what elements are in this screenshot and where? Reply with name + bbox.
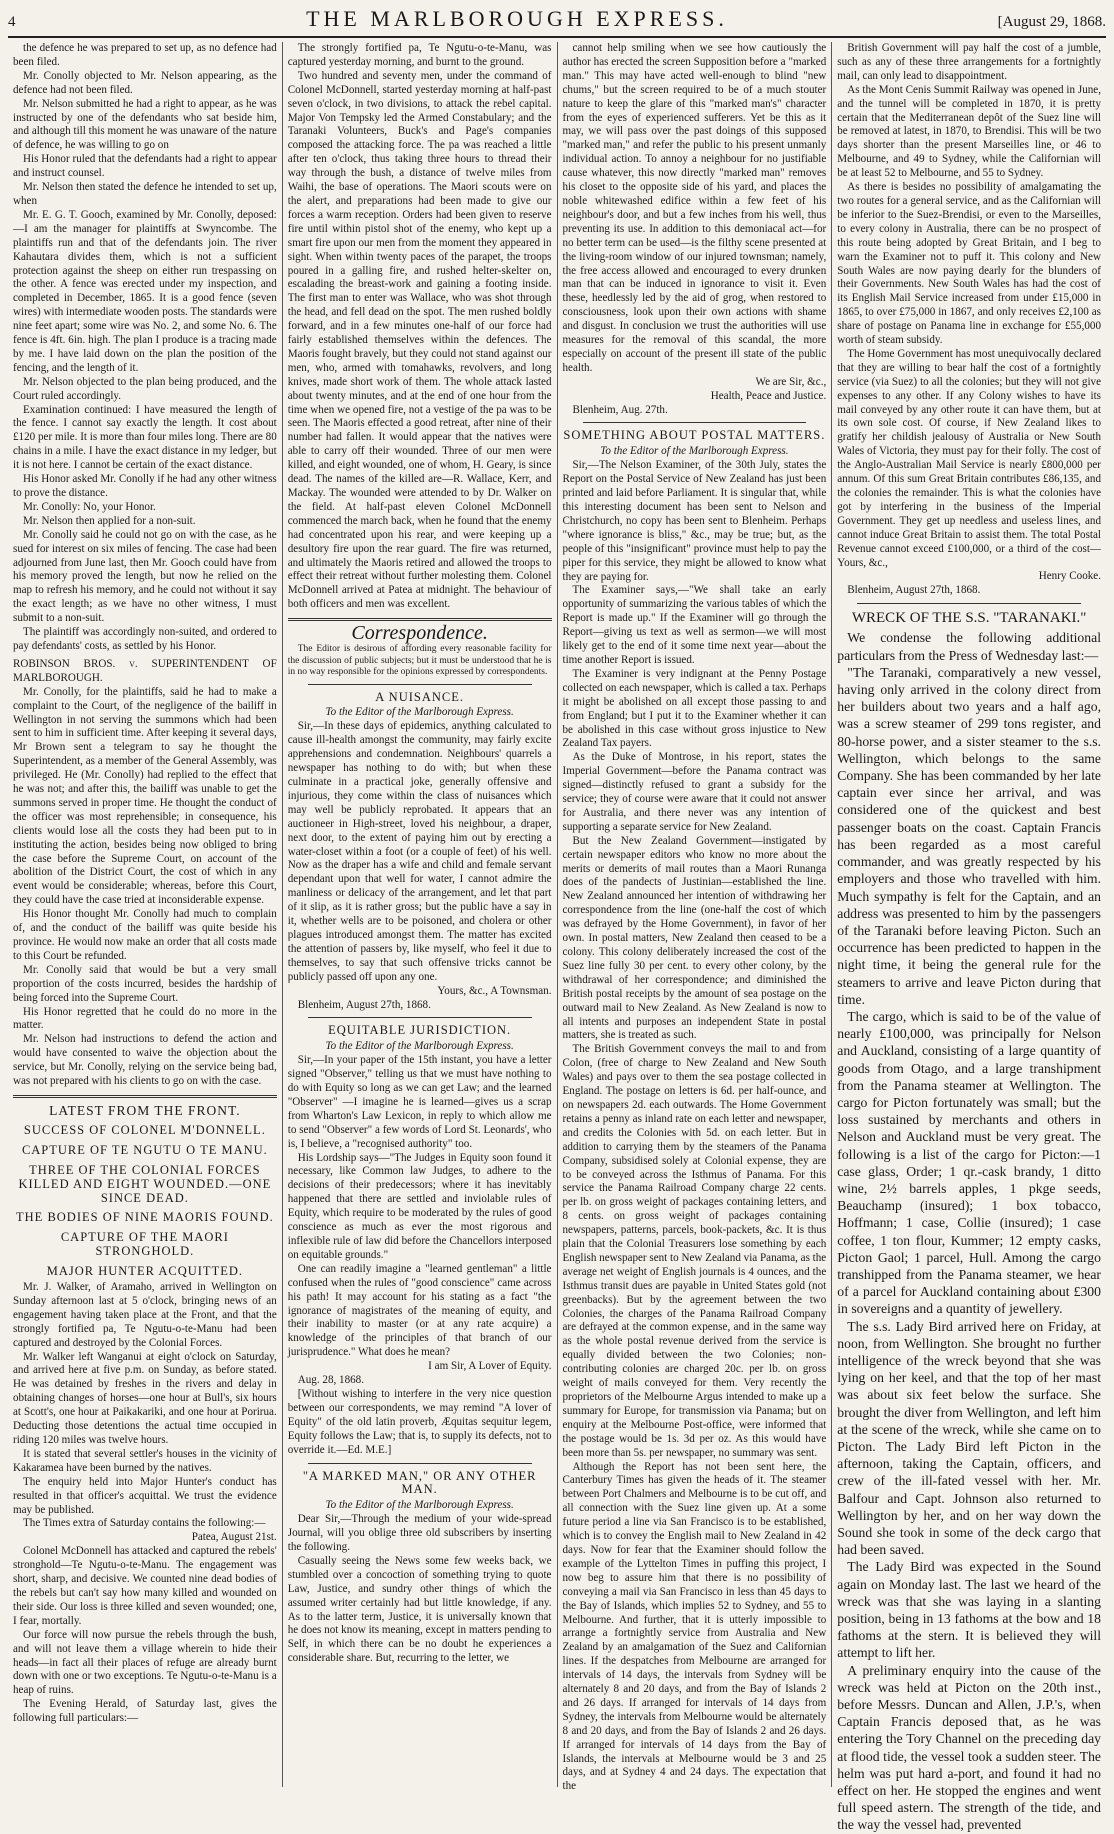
- wreck-article: [837, 610, 1101, 1833]
- divider: [288, 618, 552, 621]
- divider: [583, 422, 807, 423]
- paragraph: Mr. Nelson then stated the defence he intended to set up, when: [13, 181, 277, 207]
- paragraph: Our force will now pursue the rebels through the bush, and will not leave them a village wherein to hide their heads—in fact all their places of refuge are already burnt down with one or two exceptions. Te Ngutu-o-te-Manu is a heap of ruins.: [13, 1628, 277, 1697]
- paragraph: the defence he was prepared to set up, as no defence had been filed.: [13, 42, 277, 68]
- letter-addressee: To the Editor of the Marlborough Express.: [325, 1499, 514, 1512]
- column-2: [283, 42, 558, 1787]
- letter-date: Blenheim, Aug. 27th.: [572, 403, 668, 416]
- paragraph: Mr. E. G. T. Gooch, examined by Mr. Conolly, deposed:—I am the manager for plaintiffs at Swyncombe. The plaintiffs run and that of the defendants join. The river Kahautara divides them, which is not a sufficient protection against the sheep on either run trespassing on the other. A fence was erected under my inspection, and completed in December, 1865. It is a good fence (seven wires) with intermediate wooden posts. The standards were nine feet apart; some wire was No. 2, and some No. 6. The fence is 4ft. 6in. high. The plan I produce is a tracing made by me. I have laid down on the plan the position of the fencing, and the length of it.: [13, 208, 277, 374]
- letter-signature: We are Sir, &c.,: [755, 375, 827, 388]
- paragraph: But the New Zealand Government—instigated by certain newspaper editors who know no more about the merits or demerits of mail routes than a Maori Runanga does of the pandects of Justinian—established the line. New Zealand announced her intention of withdrawing her correspondence from the line (one-half the cost of which was defrayed by the Home Government), in favor of her own. In postal matters, New Zealand then ceased to be a colony. This colony deliberately increased the cost of the Suez line fully 30 per cent. to every other colony, by the withdrawal of her correspondence; and diminished the British postal receipts by the amount of sea postage on the outward mail to New Zealand. As New Zealand is now to all intents and purposes an independent State in postal matters, she is treated as such.: [562, 834, 827, 1042]
- paragraph: One can readily imagine a "learned gentleman" a little confused when the rules of "good conscience" came across his path! It may account for his stating as a fact "the ignorance of magistrates of the meaning of equity, and their inability to master (or at any rate acquire) a knowledge of the principles of that branch of our jurisprudence." What does he mean?: [287, 1262, 552, 1359]
- page-number: 4: [8, 14, 16, 30]
- front-subheadline: THREE OF THE COLONIAL FORCES KILLED AND EIGHT WOUNDED.—ONE SINCE DEAD.: [18, 1162, 272, 1205]
- paragraph: The Examiner says,—"We shall take an early opportunity of summarizing the various tables of which the Report is made up." If the Examiner will go through the Report—giving us text as well as sermon—we will most likely get to the end of it some time next year—about the time another Report is issued.: [562, 584, 827, 666]
- paragraph: Two hundred and seventy men, under the command of Colonel McDonnell, started yesterday morning at half-past seven o'clock, in two divisions, to attack the rebel capital. Major Von Tempsky led the Armed Constabulary; and the Taranaki Volunteers, Buck's and Page's companies composed the attacking force. The pa was reached a little after ten o'clock, thus taking three hours to thread their way through the bush, a distance of twelve miles from Waihi, the base of operations. The Maori scouts were on the alert, and preparations had been made to give our forces a warm reception. Orders had been given to reserve fire until within pistol shot of the enemy, who kept up a smart fire upon our men from the moment they appeared in sight. When within twenty paces of the parapet, the troops poured in a galling fire, and rushed helter-skelter on, escalading the breast-work and gaining a footing inside. The first man to enter was Wallace, who was shot through the head, and fell dead on the spot. The men rushed boldly forward, and in a few minutes one-half of our force had fairly established themselves within the defences. The Maoris fought bravely, but they could not stand against our men, who, armed with tomahawks, revolvers, and long knives, made short work of them. The whole attack lasted about twenty minutes, and at the end of one hour from the time when we opened fire, not a vestige of the pa was to be seen. The Maoris effected a good retreat, after nine of their number had fallen. It would appear that the natives were able to carry off their wounded. Three of our men were killed, and eight wounded, one of whom, H. Geary, is since dead. The names of the killed are—R. Wallace, Kerr, and Mackay. The wounded were attended to by Dr. Walker on the field. At half-past eleven Colonel McDonnell commenced the march back, when he found that the enemy had concentrated upon his rear, and were keeping up a desultory fire upon the rear guard. The fire was returned, and ultimately the Maoris retired and allowed the troops to effect their retreat without further molesting them. Colonel McDonnell arrived at Patea at midnight. The behaviour of both officers and men was excellent.: [287, 69, 552, 611]
- front-subheadline: MAJOR HUNTER ACQUITTED.: [46, 1264, 243, 1279]
- paragraph: As the Mont Cenis Summit Railway was opened in June, and the tunnel will be completed in 1870, it is pretty certain that the Mediterranean depôt of the Suez line will be removed at latest, in 1870, to Brendisi. This will be two days shorter than the present Marseilles line, or 46 to Melbourne, and 49 to Sydney, while the Californian will be at least 52 to Melbourne, and 55 to Sydney.: [837, 83, 1101, 180]
- paragraph: Mr. Conolly objected to Mr. Nelson appearing, as the defence had not been filed.: [13, 69, 277, 96]
- article-headline: WRECK OF THE S.S. "TARANAKI.": [851, 610, 1087, 627]
- divider: [857, 603, 1081, 604]
- divider: [13, 1095, 277, 1098]
- paragraph: Mr. Conolly, for the plaintiffs, said he had to make a complaint to the Court, of the negligence of the bailiff in Wellington in not serving the summons which had been sent to him in sufficient time. After keeping it several days, Mr Brown sent a telegram to say he thought the Superintendent, as a member of the General Assembly, was privileged. He (Mr. Conolly) had replied to the effect that he was not; and after this, the bailiff was unable to get the summons served in proper time. He thought the conduct of the officer was most reprehensible; in consequence, his clients would lose all the costs they had been put to in instituting the action, besides being now obliged to bring the case before the Supreme Court, on account of the abolition of the District Court, the cost of which in any event would be considerable; whereas, before this Court, they could have the case tried at inconsiderable expense.: [13, 685, 277, 907]
- paragraph: As the Duke of Montrose, in his report, states the Imperial Government—before the Panama contract was signed—distinctly refused to grant a subsidy for the service; they of course were aware that it could not answer for Australia, and there never was any intention of supporting a separate service for New Zealand.: [562, 751, 827, 833]
- paragraph: Examination continued: I have measured the length of the fence. I cannot say exactly the length. It cost about £120 per mile. It is more than four miles long. There are 80 chains in a mile. I have the exact distance in my ledger, but it is not here. I cannot be certain of the exact distance.: [13, 403, 277, 472]
- paragraph: The British Government conveys the mail to and from Colon, (free of charge to New Zealand and New South Wales) and pays over to them the sea postage collected in England. The postage on letters is 6d. per half-ounce, and on newspapers 2d. each outwards. The Home Government retains a penny as inland rate on each letter and newspaper, and credits the Colonies with 5d. on each letter. But in addition to carrying them by the steamers of the Panama Company, subsidised solely at Colonial expense, they are to be conveyed across the Isthmus of Panama. For this service the Panama Railroad Company charge 22 cents. per lb. on gross weight of packages containing letters, and 8 cents. on gross weight of packages containing newspapers, patterns, parcels, book-packets, &c. It is thus plain that the Colonial Treasurers lose something by each English newspaper sent to New Zealand via Panama, as the average net weight of English journals is 4 ounces, and the Isthmus transit dues are payable in United States gold (not greenbacks). But by the agreement between the two Colonies, the charges of the Panama Railroad Company are defrayed at the common expense, and in the same way as the whole postal revenue derived from the service is equally divided between the two Colonies; non-contributing colonies are charged 20c. per lb. on gross weight of mails conveyed for them. Very recently the proprietors of the Melbourne Argus intended to make up a summary for Europe, for transmission via Panama; but on enquiry at the Melbourne Post-office, were informed that the postage would be 1s. 3d per oz. As this would have been more than 5s. per newspaper, no summary was sent.: [562, 1043, 827, 1459]
- letter-addressee: To the Editor of the Marlborough Express.: [600, 445, 789, 458]
- paragraph: Mr. Nelson then applied for a non-suit.: [23, 514, 196, 527]
- paragraph: Dear Sir,—Through the medium of your wide-spread Journal, will you oblige three old subscribers by inserting the following.: [287, 1513, 552, 1554]
- paragraph: Sir,—The Nelson Examiner, of the 30th July, states the Report on the Postal Service of New Zealand has just been printed and laid before Parliament. It is singular that, while this interesting document has been sent to Nelson and Christchurch, no copy has been sent to Blenheim. Perhaps "where ignorance is bliss," &c., may be true; but, as the people of this "insignificant" province must help to pay the piper for this service, they might be allowed to know what they are paying for.: [562, 459, 827, 583]
- paragraph: His Lordship says—"The Judges in Equity soon found it necessary, like Common law Judges, to adhere to the decisions of their predecessors; where it has inevitably happened that there are settled and inviolable rules of Equity, which require to be moderated by the rules of good conscience as much as ever the most rigorous and inflexible rule of law did before the Chancellors interposed on equitable grounds.": [287, 1151, 552, 1261]
- paragraph: Although the Report has not been sent here, the Canterbury Times has given the heads of it. The steamer between Port Chalmers and Melbourne is to be cut off, and all connection with the Suez line given up. At a some future period a line via San Francisco is to be established, which is to convey the English mail to New Zealand in 42 days. Now for fear that the Examiner should follow the example of the Lyttelton Times in puffing this project, I now beg to assure him that there is no possibility of conveying a mail via San Francisco in less than 45 days to the Bay of Islands, which implies 52 to Sydney, and 55 to Melbourne. And further, that it is utterly impossible to arrange a fortnightly service from Australia and New Zealand by an amalgamation of the Suez and Californian lines. If the despatches from Melbourne are arranged for intervals of 14 days, the intervals from Sydney will be alternately 8 and 20 days, and from the Bay of Islands 2 and 26 days. If arranged for intervals of 14 days from Sydney, the intervals from Melbourne would be alternately 8 and 20 days, and from the Bay of Islands 2 and 26 days. If arranged for intervals of 14 days from the Bay of Islands, the intervals at Melbourne would be 3 and 25 days, and at Sydney 4 and 24 days. The expectation that the: [562, 1460, 827, 1793]
- editor-notice: The Editor is desirous of affording every reasonable facility for the discussion of public subjects; but it must be understood that he is in no way responsible for the opinions expressed by correspondents.: [287, 644, 552, 678]
- paragraph: The enquiry held into Major Hunter's conduct has resulted in that officer's acquittal. We trust the evidence may be published.: [13, 1475, 277, 1516]
- paragraph: Mr. Conolly said he could not go on with the case, as he sued for interest on six miles of fencing. The case had been adjourned from June last, then Mr. Gooch could have from his memory proved the length, but now he relied on the map to refresh his memory, and he could not without it say the exact length; as we have no other witness, I must submit to a non-suit.: [13, 528, 277, 625]
- paragraph: The Times extra of Saturday contains the following:—: [23, 1517, 266, 1530]
- letter-signature: Health, Peace and Justice.: [710, 389, 827, 402]
- letter-signature: I am Sir, A Lover of Equity.: [428, 1360, 552, 1373]
- paragraph: Sir,—In your paper of the 15th instant, you have a letter signed "Observer," telling us that we must have nothing to do with Equity so long as we can get Law; and the learned "Observer" —I imagine he is learned—gives us a scrap from Wharton's Law Lexicon, in reply to which allow me to send "Observer" a few words of Lord St. Leonards', who is, I believe, a "recognised authority" too.: [287, 1054, 552, 1150]
- case-title: ROBINSON BROS. v. SUPERINTENDENT OF MARLBOROUGH.: [13, 657, 277, 684]
- paragraph: Mr. Nelson objected to the plan being produced, and the Court ruled accordingly.: [13, 375, 277, 402]
- letter-headline: SOMETHING ABOUT POSTAL MATTERS.: [563, 428, 826, 443]
- paragraph: His Honor regretted that he could do no more in the matter.: [13, 1005, 277, 1032]
- divider: [308, 1463, 532, 1464]
- paragraph: Colonel McDonnell has attacked and captured the rebels' stronghold—Te Ngutu-o-te-Manu. The engagement was short, sharp, and decisive. We counted nine dead bodies of the rebels but can't say how many killed and wounded on their side. Our loss is three killed and seven wounded; one, I fear, mortally.: [13, 1545, 277, 1627]
- letter-signature: Henry Cooke.: [1038, 570, 1101, 583]
- paragraph: Mr. Nelson had instructions to defend the action and would have consented to waive the objection about the service, but Mr. Conolly, relying on the service being bad, was not prepared with his clients to go on with the case.: [13, 1033, 277, 1088]
- newspaper-title: THE MARLBOROUGH EXPRESS.: [306, 6, 728, 31]
- columns: [8, 42, 1106, 1833]
- divider: [308, 684, 532, 685]
- divider: [308, 1017, 532, 1018]
- letter-headline: "A MARKED MAN," OR ANY OTHER MAN.: [302, 1468, 537, 1497]
- paragraph: British Government will pay half the cost of a jumble, such as any of these three arrangements for a fortnightly mail, can only lead to disappointment.: [837, 42, 1101, 82]
- paragraph: We condense the following additional particulars from the Press of Wednesday last:—: [837, 630, 1101, 663]
- dateline: Patea, August 21st.: [191, 1531, 277, 1544]
- paragraph: "The Taranaki, comparatively a new vessel, having only arrived in the colony direct from her builders about two years and a half ago, was a screw steamer of 299 tons register, and 80-horse power, and a sister steamer to the s.s. Wellington, which belongs to the same Company. She has been commanded by her late captain ever since her arrival, and was considered one of the quickest and best passenger boats on the coast. Captain Francis has been regarded as a most careful commander, and was greatly respected by his employers and those who travelled with him. Much sympathy is felt for the Captain, and an address was presented to him by the passengers of the Taranaki before leaving Picton. Such an occurrence has been predicted to happen in the night time, it being the general rule for the steamers to arrive and leave Picton during that time.: [837, 664, 1101, 1007]
- letter-addressee: To the Editor of the Marlborough Express.: [325, 706, 514, 719]
- paragraph: cannot help smiling when we see how cautiously the author has erected the screen Supposition before a "marked man." This may have acted well-enough to blind "new chums," but the screen required to be of a much stouter nature to keep the glare of this "marked man's" character from the eyes of experienced sufferers. Yet be this as it may, we will pass over the past doings of this supposed "marked man," and refer the public to his present unmanly individual action. To annoy a neighbour for no justifiable cause whatever, this now directly "marked man" removes his closet to the opposite side of his yard, and places the noble whitewashed edifice within a few feet of his neighbour's door, and but a few inches from his well, thus preventing its use. In addition to this demoniacal act—for no better term can be used—is the filthy scene presented at the living-room window of our injured townsman; namely, the free access allowed and encouraged to every drunken man that can be induced in ignorance to visit it. Even these, heedlessly led by the aid of grog, when restored to consciousness, look upon their own actions with shame and disgust. In conclusion we trust the authorities will use measures for the removal of this scandal, the more especially on account of the present ill state of the public health.: [562, 42, 827, 374]
- front-subheadline: THE BODIES OF NINE MAORIS FOUND.: [16, 1210, 274, 1225]
- paragraph: Casually seeing the News some few weeks back, we stumbled over a concoction of something trying to quote Law, Justice, and sundry other things of which the assumed writer certainly had but little knowledge, if any. As to the latter term, Justice, it is universally known that he does not know its meaning, except in matters pending to Self, in which there can be no doubt he experiences a considerable share. But, recurring to the letter, we: [287, 1554, 552, 1665]
- paragraph: The strongly fortified pa, Te Ngutu-o-te-Manu, was captured yesterday morning, and burnt to the ground.: [287, 42, 552, 68]
- letter-signature: Yours, &c., A Townsman.: [437, 984, 552, 997]
- paragraph: Mr. Conolly: No, your Honor.: [23, 500, 156, 513]
- front-subheadline: CAPTURE OF THE MAORI STRONGHOLD.: [60, 1230, 229, 1259]
- paragraph: Mr. Walker left Wanganui at eight o'clock on Saturday, and arrived here at five p.m. on Sunday, as before stated. He was detained by freshes in the rivers and delay in obtaining changes of horses—one hour at Bull's, six hours at Scott's, one hour at Paikakariki, and one hour at Porirua. Deducting those detentions the actual time occupied in riding 120 miles was twelve hours.: [13, 1350, 277, 1446]
- letter-headline: A NUISANCE.: [375, 689, 465, 704]
- paragraph: The Home Government has most unequivocally declared that they are willing to bear half the cost of a fortnightly service (via Suez) to all the colonies; but they will not give expenses to any other. If any Colony wishes to have its mail conveyed by any other route it can have them, but at its own sole cost. Of course, if New Zealand likes to gratify her childish jealousy of Australia or New South Wales of Victoria, they must pay for their folly. The cost of the Anglo-Australian Mail Service is nearly £800,000 per annum. Of this sum Great Britain contributes £86,135, and the colonies the remainder. This is what the colonies have got by interfering in the business of the Imperial Government. They get up needless and useless lines, and cannot induce Great Britain to assist them. The total Postal Revenue cannot exceed £100,000, or a third of the cost—Yours, &c.,: [837, 347, 1101, 569]
- paragraph: Mr. Nelson submitted he had a right to appear, as he was instructed by one of the defendants who sat beside him, and although till this moment he was unaware of the nature of defence, he was willing to go on: [13, 97, 277, 152]
- paragraph: As there is besides no possibility of amalgamating the two routes for a general service, and as the Californian will be inferior to the Suez-Brendisi, or even to the Marseilles, to every colony in Australia, there can be no prospect of this route being adopted by Great Britain, and I beg to warn the Examiner not to puff it. This colony and New South Wales are now paying dearly for the blunders of their Governments. New South Wales has had the cost of its English Mail Service increased from under £15,000 in 1865, to over £75,000 in 1867, and only receives £2,100 as share of postage on Panama line in exchange for £55,000 worth of steam subsidy.: [837, 181, 1101, 347]
- front-subheadline: CAPTURE OF TE NGUTU O TE MANU.: [21, 1142, 268, 1157]
- letter-addressee: To the Editor of the Marlborough Express.: [325, 1040, 514, 1053]
- masthead: [8, 6, 1106, 38]
- paragraph: It is stated that several settler's houses in the vicinity of Kakaramea have been burned by the natives.: [13, 1447, 277, 1474]
- paragraph: The Lady Bird was expected in the Sound again on Monday last. The last we heard of the wreck was that she was laying in a slanting position, being in 13 fathoms at the bow and 18 fathoms at the stern. It is believed they will attempt to lift her.: [837, 1559, 1101, 1661]
- letter-headline: EQUITABLE JURISDICTION.: [328, 1023, 512, 1038]
- paragraph: The Examiner is very indignant at the Penny Postage collected on each newspaper, which is called a tax. Perhaps it might be abolished on all except those passing to and from England; but I put it to the Examiner whether it can be abolished in this case without gross injustice to New Zealand Tax payers.: [562, 667, 827, 750]
- column-3: [558, 42, 833, 1793]
- editor-note: [Without wishing to interfere in the very nice question between our correspondents, we may remind "A lover of Equity" of the old latin proverb, Æquitas sequitur legem, Equity follows the Law; that is, to supply its defects, not to override it.—Ed. M.E.]: [287, 1387, 552, 1456]
- letter-date: Blenheim, August 27th, 1868.: [297, 998, 431, 1011]
- section-title: Correspondence.: [351, 622, 488, 645]
- paragraph: His Honor thought Mr. Conolly had much to complain of, and the conduct of the bailiff was quite beside his province. He would now make an order that all costs made to this Court be refunded.: [13, 908, 277, 962]
- paragraph: A preliminary enquiry into the cause of the wreck was held at Picton on the 20th inst., before Messrs. Duncan and Allen, J.P.'s, when Captain Francis deposed that, as he was entering the Tory Channel on the preceding day at flood tide, the vessel took a sudden steer. The helm was put hard a-port, and found it had no effect on her. He stopped the engines and went full speed astern. The strength of the tide, and the way the vessel had, prevented: [837, 1662, 1101, 1833]
- paragraph: The s.s. Lady Bird arrived here on Friday, at noon, from Wellington. She brought no further intelligence of the wreck beyond that she was lying on her keel, and that the top of her mast was about six feet below the surface. She brought the diver from Wellington, and left him at the scene of the wreck, while she came on to Picton. The Lady Bird left Picton in the afternoon, taking the Captain, officers, and crew of the ill-fated vessel with her. Mr. Balfour and Capt. Johnson also returned to Wellington by her, and on her way down the Sound she took in some of the deck cargo that had been saved.: [837, 1318, 1101, 1558]
- paragraph: Mr. Conolly said that would be but a very small proportion of the costs incurred, besides the hardship of being forced into the Supreme Court.: [13, 963, 277, 1004]
- column-1: [8, 42, 283, 1787]
- letter-date: Blenheim, August 27th, 1868.: [847, 584, 981, 597]
- front-headline: LATEST FROM THE FRONT.: [49, 1102, 241, 1118]
- paragraph: The cargo, which is said to be of the value of nearly £100,000, was principally for Nelson and Auckland, consisting of a large quantity of goods from Otago, and a large transhipment from the Panama steamer at Wellington. The cargo for Picton fortunately was small; but the loss sustained by merchants and others in Nelson and Auckland must be very great. The following is a list of the cargo for Picton:—1 case glass, Order; 1 qr.-cask brandy, 1 ditto wine, 2½ barrels apples, 1 pkge seeds, Beauchamp (insured); 1 box tobacco, Hoffmann; 1 case, Collie (insured); 1 case coffee, 1 ton flour, Kummer; 12 empty casks, Picton Gaol; 1 parcel, Hull. Among the cargo transhipped from the Panama steamer, we hear of a parcel for Auckland containing about £300 in sovereigns and a quantity of jewellery.: [837, 1008, 1101, 1317]
- issue-date: [August 29, 1868.: [997, 14, 1106, 30]
- letter-date: Aug. 28, 1868.: [297, 1374, 365, 1387]
- column-4: [832, 42, 1106, 1833]
- paragraph: Mr. J. Walker, of Aramaho, arrived in Wellington on Sunday afternoon last at 5 o'clock, bringing news of an engagement having taken place at the Front, and that the strongly fortified pa, Te Ngutu-o-te-Manu had been captured and destroyed by the Colonial Forces.: [13, 1281, 277, 1349]
- paragraph: The Evening Herald, of Saturday last, gives the following full particulars:—: [13, 1698, 277, 1725]
- front-subheadline: SUCCESS OF COLONEL M'DONNELL.: [23, 1122, 266, 1137]
- paragraph: His Honor ruled that the defendants had a right to appear and instruct counsel.: [13, 153, 277, 180]
- paragraph: His Honor asked Mr. Conolly if he had any other witness to prove the distance.: [13, 473, 277, 499]
- paragraph: The plaintiff was accordingly non-suited, and ordered to pay defendants' costs, as settled by his Honor.: [13, 626, 277, 652]
- paragraph: Sir,—In these days of epidemics, anything calculated to cause ill-health amongst the community, may fairly excite apprehensions and condemnation. Neighbours' quarrels a newspaper has nothing to do with; but when these culminate in a practical joke, generally offensive and injurious, they come within the class of nuisances which may well be publicly reprobated. It appears that an auctioneer in High-street, loved his neighbour, a draper, next door, to the extent of paying him out by erecting a water-closet within a foot (or a couple of feet) of his well. Now as the draper has a wife and child and female servant dependant upon that well for water, I cannot admire the manliness or delicacy of the arrangement, and let that part of it slip, as it is rather gross; but the public have a say in it, whether wells are to be poisoned, and cholera or other plagues introduced amongst them. The matter has excited the attention of passers by, like myself, who feel it due to themselves, to say that such offensive tricks cannot be publicly passed off upon any one.: [287, 720, 552, 983]
